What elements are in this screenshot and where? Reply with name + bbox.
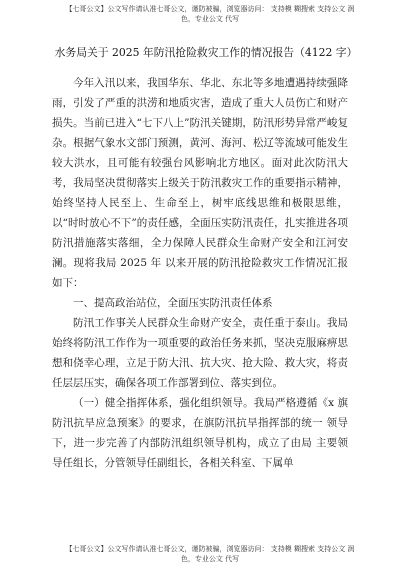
body-paragraph: （一）健全指挥体系，强化组织领导。我局严格遵循《x 旗防汛抗旱应急预案》的要求，在旗防汛抗旱指挥部的统一 领导下，进一步完善了内部防汛组织领导机构，成立了由局 主要领导任组长，分管领导任副组长，各相关科室、下属单 xyxy=(52,397,348,469)
footer-banner: 【七哥公文】公文写作请认准七哥公文，谨防被骗，浏览器访问： 支持模 糊搜索 支持公文 润色，专业公文 代写 xyxy=(65,545,355,563)
intro-paragraph: 今年入汛以来，我国华东、华北、东北等多地遭遇持续强降雨，引发了严重的洪涝和地质灾害，造成了重大人员伤亡和财产损失。当前已进入“七下八上”防汛关键期，防汛形势异常严峻复杂。根据气象水文部门预测，黄河、海河、松辽等流域可能发生较大洪水，且可能有较强台风影响北方地区。面对此次防汛大考，我局坚决贯彻落实上级关于防汛救灾工作的重要指示精神，始终坚持人民至上、生命至上，树牢底线思维和极限思维，以“时时放心不下”的责任感，全面压实防汛责任，扎实推进各项防汛措施落实落细，全力保障人民群众生命财产安全和江河安澜。现将我局 2025 年 以来开展的防汛抢险救灾工作情况汇报如下： xyxy=(52,77,348,289)
document-title: 水务局关于 2025 年防汛抢险救灾工作的情况报告（4122 字） xyxy=(54,46,358,59)
body-paragraph: 防汛工作事关人民群众生命财产安全，责任重于泰山。我局始终将防汛工作作为一项重要的政治任务来抓，坚决克服麻痹思想和侥幸心理，立足于防大汛、抗大灾、抢大险、救大灾，将责任层层压实，确保各项工作部署到位、落实到位。 xyxy=(52,317,348,389)
header-banner: 【七哥公文】公文写作请认准七哥公文，谨防被骗，浏览器访问： 支持模 糊搜索 支持公文 润色，专业公文 代写 xyxy=(65,5,355,23)
document-body xyxy=(52,73,348,473)
section-heading: 一、提高政治站位，全面压实防汛责任体系 xyxy=(73,297,273,309)
